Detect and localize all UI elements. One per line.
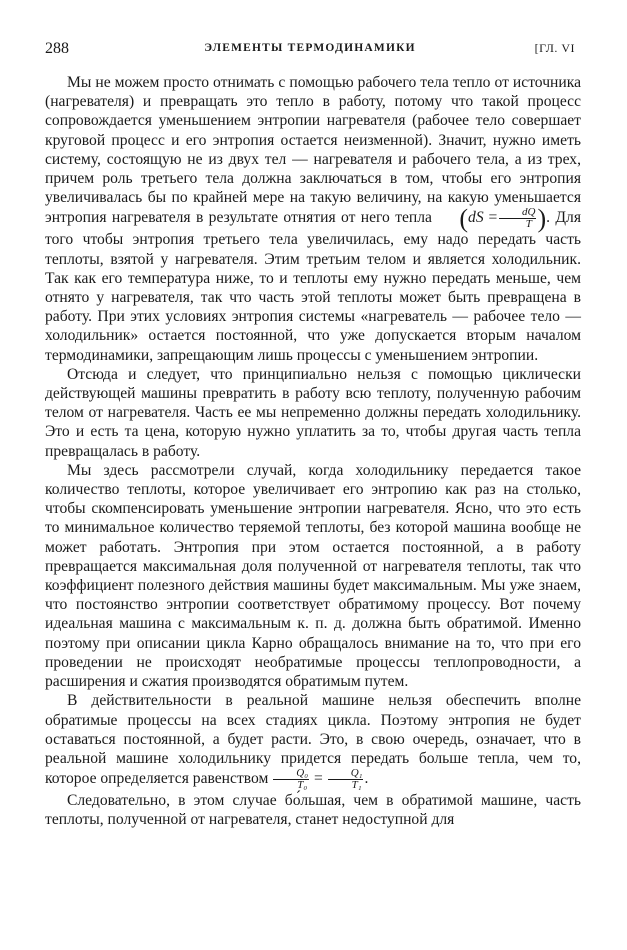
formula-close-paren: ) xyxy=(537,204,547,234)
entropy-formula xyxy=(437,204,547,234)
paragraph-3: Мы здесь рассмотрели случай, когда холодильнику передается такое количество теплоты, которое увеличивает его энтропию как раз на столько, чтобы скомпенсировать уменьшение энтропии нагревателя. Ясно, что это есть то минимальное количество теряемой теплоты, без которой машина вообще не может работать. Энтропия при этом остается постоянной, а в работу превращается максимальная доля полученной от нагревателя теплоты, так что коэффициент полезного действия машины будет максимальным. Мы уже знаем, что постоянство энтропии соответствует обратимому процессу. Вот почему идеальная машина с максимальным к. п. д. должна быть обратимой. Именно поэтому при описании цикла Карно обращалось внимание на то, что при его проведении не происходят необратимые процессы теплопроводности, а расширения и сжатия производятся обратимым путем. xyxy=(45,461,581,691)
carnot-cold-numerator: Q₁ xyxy=(328,768,364,780)
carnot-hot-numerator: Q₀ xyxy=(273,768,309,780)
carnot-hot-denominator: T₀ xyxy=(297,779,308,792)
paragraph-2: Отсюда и следует, что принципиально нельзя с помощью циклически действующей машины превратить в работу всю теплоту, полученную рабочим телом от нагревателя. Часть ее мы непременно должны передать холодильнику. Это и есть та цена, которую нужно уплатить за то, чтобы другая часть тепла превращалась в работу. xyxy=(45,365,581,460)
section-title: ЭЛЕМЕНТЫ ТЕРМОДИНАМИКИ xyxy=(204,42,416,54)
page-number: 288 xyxy=(45,40,69,57)
carnot-cold-denominator: T₁ xyxy=(351,779,362,792)
paragraph-4 xyxy=(45,691,581,791)
paragraph-4-end: . xyxy=(364,770,369,788)
formula-lhs: dS = xyxy=(468,209,499,227)
formula-numerator: dQ xyxy=(499,207,536,219)
carnot-fraction-hot xyxy=(273,768,309,791)
formula-denominator: T xyxy=(525,218,532,231)
carnot-fraction-cold xyxy=(328,768,364,791)
formula-open-paren: ( xyxy=(459,204,469,234)
chapter-reference: [ГЛ. VI xyxy=(534,41,575,55)
paragraph-4-text: В действительности в реальной машине нельзя обеспечить вполне обратимые процессы на всех стадиях цикла. Поэтому энтропия не будет оставаться постоянной, а будет расти. Это, в свою очередь, означает, что в реальной машине холодильнику придется передать больше тепла, чем то, которое определяется равенством xyxy=(45,692,581,788)
carnot-equals: = xyxy=(313,770,323,788)
paragraph-1-text-b: . Для того чтобы энтропия третьего тела увеличилась, ему надо передать часть теплоты, взятой у нагревателя. Этим третьим телом и является холодильник. Так как его температура ниже, то и теплоты ему нужно передать меньше, чем отнято у нагревателя, так что часть этой теплоты может быть превращена в работу. При этих условиях энтропия системы «нагреватель — рабочее тело — холодильник» остается постоянной, что уже допускается вторым началом термодинамики, запрещающим лишь процессы с уменьшением энтропии. xyxy=(45,209,581,364)
paragraph-5: Следовательно, в этом случае бо́льшая, чем в обратимой машине, часть теплоты, полученной от нагревателя, станет недоступной для xyxy=(45,792,581,829)
paragraph-1 xyxy=(45,73,581,365)
body-text xyxy=(45,73,581,830)
formula-fraction xyxy=(499,207,536,230)
paragraph-1-text-a: Мы не можем просто отнимать с помощью рабочего тела тепло от источника (нагревателя) и превращать это тепло в работу, потому что такой процесс сопровождается уменьшением энтропии нагревателя (рабочее тело совершает круговой процесс и его энтропия остается неизменной). Значит, нужно иметь систему, состоящую не из двух тел — нагревателя и рабочего тела, а из трех, причем роль третьего тела должна заключаться в том, чтобы его энтропия увеличивалась бы по крайней мере на такую величину, на какую уменьшается энтропия нагревателя в результате отнятия от него тепла xyxy=(45,74,581,227)
running-head xyxy=(45,40,575,62)
